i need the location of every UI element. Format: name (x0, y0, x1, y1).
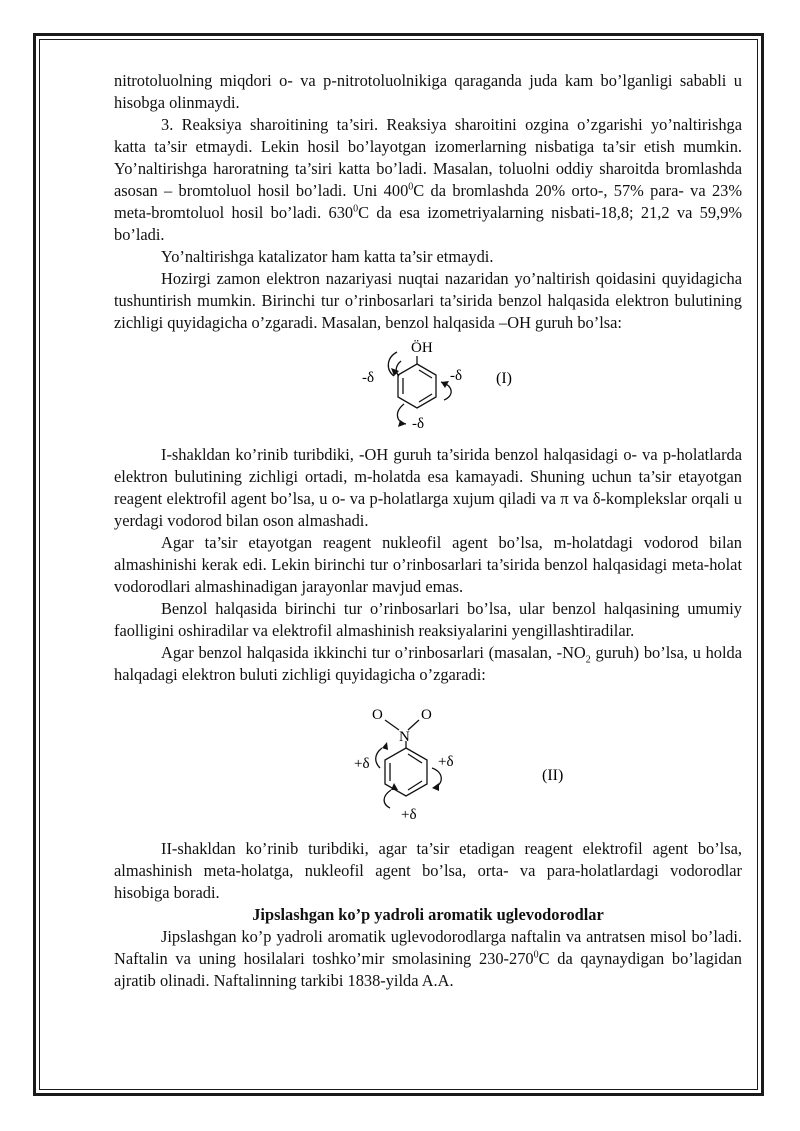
nitrobenzene-structure (114, 686, 742, 838)
oh-group: ÖH (411, 340, 433, 356)
benzene-ring (398, 364, 436, 408)
benzene-ring (385, 748, 427, 796)
paragraph-electron-theory: Hozirgi zamon elektron nazariyasi nuqtai nazaridan yo’naltirish qoidasini quyidagicha tushuntirish mumkin. Birinchi tur o’rinbosarlari ta’sirida benzol halqasida elektron bulutining zichligi quyidagicha o’zgaradi. Masalan, benzol halqasida –OH guruh bo’lsa: (114, 269, 742, 332)
text-part: Jipslashgan ko’p yadroli aromatik uglevodorodlarga naftalin va antratsen misol bo’ladi. Naftalin va uning hosilalari toshko’mir smolasining 230-270 (114, 927, 742, 968)
charge-para: -δ (412, 416, 425, 432)
text-part: guruh) bo’lsa, u holda halqadagi elektron buluti zichligi quyidagicha o’zgaradi: (114, 643, 742, 684)
arrow-left-curve (376, 748, 382, 768)
figure-label-1: (I) (496, 370, 512, 387)
degree-sup: 0 (408, 181, 414, 193)
paragraph-nucleophile: Agar ta’sir etayotgan reagent nukleofil agent bo’lsa, m-holatdagi vodorod bilan almashinishi kerak edi. Lekin birinchi tur o’rinbosarlari ta’sirida benzol halqasidagi meta-holat vodorodlari almashinadigan jarayonlar mavjud emas. (114, 533, 742, 596)
degree-sup: 0 (353, 203, 359, 215)
section-heading: Jipslashgan ko’p yadroli aromatik uglevodorodlar (252, 905, 604, 924)
text-part: C da bromlashda 20% orto-, 57% para- va 23% meta-bromtoluol hosil bo’ladi. 630 (114, 181, 742, 222)
figure-phenol (114, 334, 742, 444)
charge-ortho-left: +δ (354, 756, 370, 772)
phenol-structure (114, 334, 742, 444)
degree-sup: 0 (533, 949, 539, 961)
charge-para: +δ (401, 807, 417, 823)
arrow-bottom-curve (384, 790, 391, 808)
paragraph-catalyst: Yo’naltirishga katalizator ham katta ta’sir etmaydi. (161, 247, 494, 266)
paragraph-first-type: Benzol halqasida birinchi tur o’rinbosarlari bo’lsa, ular benzol halqasining umumiy faolligini oshiradilar va elektrofil almashinish reaksiyalarini yengillashtiradilar. (114, 599, 742, 640)
paragraph-reaction-conditions (114, 114, 742, 246)
text-part: C da qaynaydigan bo’lagidan ajratib olinadi. Naftalinning tarkibi 1838-yilda A.A. (114, 949, 742, 990)
figure-label-2: (II) (542, 767, 564, 784)
charge-ortho-left: -δ (362, 370, 375, 386)
oxygen-right: O (421, 707, 432, 723)
nitrogen: N (399, 729, 410, 745)
arrow-bottom-curve (397, 404, 406, 424)
paragraph-figure1-explanation: I-shakldan ko’rinib turibdiki, -OH guruh ta’sirida benzol halqasidagi o- va p-holatlarda elektron bulutining zichligi ortadi, m-holatda esa kamayadi. Shuning uchun ta’sir etayotgan reagent elektrofil agent bo’lsa, u o- va p-holatlarga xujum qiladi va π va δ-komplekslar orqali u yerdagi vodorod bilan oson almashadi. (114, 445, 742, 530)
paragraph-1: nitrotoluolning miqdori o- va p-nitrotoluolnikiga qaraganda juda kam bo’lganligi sababli u hisobga olinmaydi. (114, 71, 742, 112)
page-content (114, 70, 742, 992)
charge-ortho-right: -δ (450, 368, 463, 384)
text-part: Agar benzol halqasida ikkinchi tur o’rinbosarlari (masalan, -NO (161, 643, 586, 662)
figure-nitrobenzene (114, 686, 742, 838)
subscript: 2 (585, 654, 591, 666)
paragraph-second-type (114, 642, 742, 686)
charge-ortho-right: +δ (438, 754, 454, 770)
paragraph-naphthalene (114, 926, 742, 992)
text-part: C da esa izometriyalarning nisbati-18,8; 21,2 va 59,9% bo’ladi. (114, 203, 743, 244)
paragraph-figure2-explanation: II-shakldan ko’rinib turibdiki, agar ta’sir etadigan reagent elektrofil agent bo’lsa, almashinish meta-holatga, nukleofil agent bo’lsa, orta- va para-holatlardagi vodorodlar hisobiga boradi. (114, 839, 742, 902)
oxygen-left: O (372, 707, 383, 723)
text-part: 3. Reaksiya sharoitining ta’siri. Reaksiya sharoitini ozgina o’zgarishi yo’naltirishga katta ta’sir etmaydi. Lekin hosil bo’layotgan izomerlarning nisbatiga ta’sir etish mumkin. Yo’naltirishga haroratning ta’siri katta bo’ladi. Masalan, toluolni oddiy sharoitda bromlashda asosan – bromtoluol hosil bo’ladi. Uni 400 (114, 115, 742, 200)
